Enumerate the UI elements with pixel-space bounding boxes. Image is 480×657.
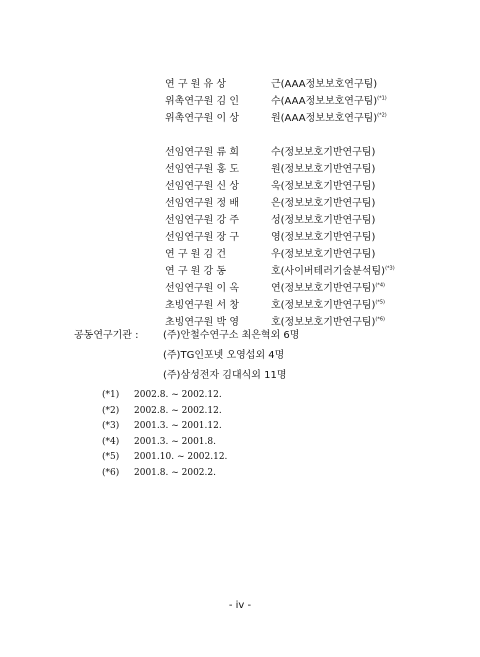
researcher-name: 선임연구원 홍 도	[165, 164, 239, 175]
researcher-affiliation: 수(정보보호기반연구팀)	[271, 147, 376, 158]
roster-row	[165, 195, 465, 212]
researcher-affiliation: 호(정보보호기반연구팀)	[271, 317, 376, 328]
researcher-name: 초빙연구원 박 영	[165, 317, 239, 328]
researcher-name: 연 구 원 강 동	[165, 266, 227, 277]
roster-row	[165, 229, 465, 246]
researcher-affiliation: 원(정보보호기반연구팀)	[271, 164, 376, 175]
researcher-affiliation: 성(정보보호기반연구팀)	[271, 215, 376, 226]
researcher-affiliation: 호(정보보호기반연구팀)	[271, 300, 376, 311]
footnote-mark: (*2)	[377, 112, 387, 119]
researcher-name: 선임연구원 강 주	[165, 215, 239, 226]
joint-row	[74, 326, 299, 346]
footnote-mark: (*3)	[385, 265, 395, 272]
researcher-name: 선임연구원 장 구	[165, 232, 239, 243]
period-row	[102, 466, 227, 482]
researcher-affiliation: 호(사이버테러기술분석팀)	[271, 266, 386, 277]
joint-row	[74, 346, 299, 366]
period-mark: (*2)	[102, 405, 120, 416]
footnote-periods	[102, 388, 227, 481]
footnote-mark: (*4)	[375, 282, 385, 289]
researcher-affiliation: 연(정보보호기반연구팀)	[271, 283, 376, 294]
roster-row	[165, 297, 465, 314]
footnote-mark: (*1)	[377, 95, 387, 102]
roster-row	[165, 280, 465, 297]
researcher-name: 선임연구원 신 상	[165, 181, 239, 192]
roster-row	[165, 178, 465, 195]
period-row	[102, 404, 227, 420]
institution-line: (주)안철수연구소 최은혁외 6명	[163, 330, 300, 341]
period-mark: (*5)	[102, 452, 120, 462]
period-row	[102, 419, 227, 435]
roster-row	[165, 246, 465, 263]
researcher-name: 선임연구원 이 옥	[165, 283, 239, 294]
period-range: 2001.10. ~ 2002.12.	[134, 452, 228, 462]
researcher-name: 위촉연구원 김 인	[165, 96, 239, 107]
researcher-affiliation: 원(AAA정보보호연구팀)	[271, 113, 378, 124]
period-row	[102, 388, 227, 404]
footnote-mark: (*5)	[375, 299, 385, 306]
researcher-affiliation: 욱(정보보호기반연구팀)	[271, 181, 376, 192]
roster-row	[165, 144, 465, 161]
period-row	[102, 450, 227, 466]
researcher-name: 연 구 원 유 상	[165, 79, 227, 90]
institution-line: (주)삼성전자 김대식외 11명	[163, 370, 287, 381]
section-gap	[165, 127, 465, 144]
period-range: 2001.8. ~ 2002.2.	[134, 467, 216, 478]
joint-label: 공동연구기관 :	[74, 330, 139, 341]
researcher-name: 연 구 원 김 건	[165, 249, 227, 260]
roster-row	[165, 161, 465, 178]
roster-row	[165, 76, 465, 93]
researcher-name: 선임연구원 류 희	[165, 147, 239, 158]
period-range: 2001.3. ~ 2001.12.	[134, 421, 222, 431]
period-range: 2002.8. ~ 2002.12.	[134, 405, 222, 416]
roster-row	[165, 110, 465, 127]
roster-row	[165, 93, 465, 110]
researcher-affiliation: 근(AAA정보보호연구팀)	[271, 79, 378, 90]
period-range: 2001.3. ~ 2001.8.	[134, 436, 216, 447]
researcher-affiliation: 은(정보보호기반연구팀)	[271, 198, 376, 209]
page-number: - iv -	[228, 600, 252, 611]
researcher-affiliation: 우(정보보호기반연구팀)	[271, 249, 376, 260]
researcher-name: 선임연구원 정 배	[165, 198, 239, 209]
footnote-mark: (*6)	[375, 316, 385, 323]
period-range: 2002.8. ~ 2002.12.	[134, 390, 222, 400]
institution-line: (주)TG인포넷 오영섭외 4명	[163, 350, 285, 361]
researcher-name: 초빙연구원 서 창	[165, 300, 239, 311]
period-mark: (*3)	[102, 421, 120, 431]
roster-row	[165, 212, 465, 229]
researcher-affiliation: 수(AAA정보보호연구팀)	[271, 96, 378, 107]
period-mark: (*4)	[102, 436, 120, 447]
researcher-roster	[165, 76, 465, 331]
period-mark: (*6)	[102, 467, 120, 478]
roster-row	[165, 263, 465, 280]
period-row	[102, 435, 227, 451]
joint-row	[74, 366, 299, 386]
researcher-affiliation: 영(정보보호기반연구팀)	[271, 232, 376, 243]
period-mark: (*1)	[102, 390, 120, 400]
researcher-name: 위촉연구원 이 상	[165, 113, 239, 124]
joint-research-institutions	[74, 326, 299, 386]
